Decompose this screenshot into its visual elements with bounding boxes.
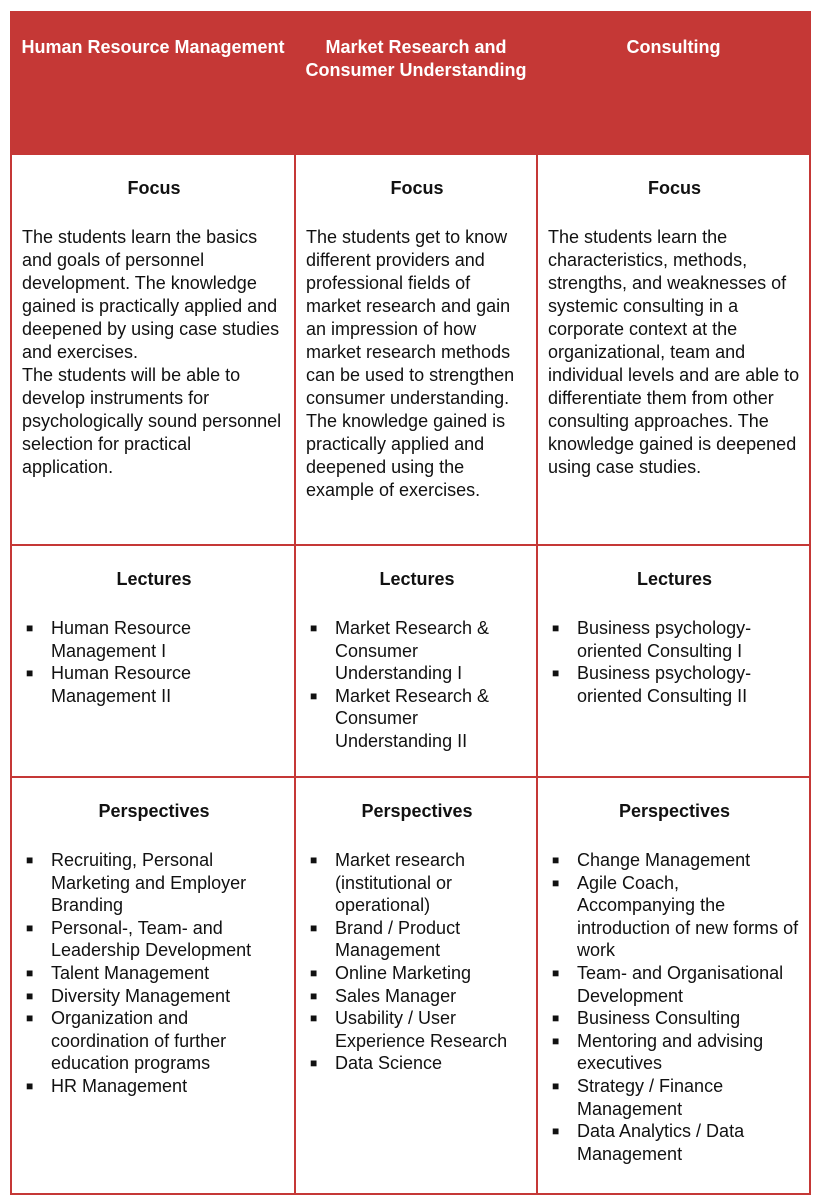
square-bullet-icon: ■ <box>552 1078 560 1093</box>
focus-cell-market-research <box>295 154 537 545</box>
list-item <box>548 872 801 962</box>
perspectives-title: Perspectives <box>361 801 473 821</box>
square-bullet-icon: ■ <box>310 965 318 980</box>
list-item-text: Personal-, Team- and Leadership Development <box>51 917 252 961</box>
column-header-consulting: Consulting <box>537 12 810 154</box>
focus-title: Focus <box>390 178 444 198</box>
focus-cell-consulting <box>537 154 810 545</box>
lectures-title: Lectures <box>116 569 192 589</box>
list-item <box>306 962 528 985</box>
focus-title: Focus <box>127 178 181 198</box>
square-bullet-icon: ■ <box>26 920 34 935</box>
perspectives-title: Perspectives <box>98 801 210 821</box>
perspectives-cell-market-research <box>295 777 537 1194</box>
list-item-text: Data Analytics / Data Management <box>577 1121 745 1164</box>
list-item-text: Human Resource Management I <box>51 618 192 661</box>
lectures-cell-consulting <box>537 545 810 777</box>
list-item-text: Diversity Management <box>51 985 231 1006</box>
focus-text-2: The students will be able to develop instruments for psychologically sound personnel selection for practical application. <box>22 365 282 477</box>
square-bullet-icon: ■ <box>310 988 318 1003</box>
square-bullet-icon: ■ <box>26 621 34 635</box>
list-item <box>548 1007 801 1030</box>
perspectives-list <box>548 849 801 1165</box>
list-item <box>306 1007 528 1052</box>
focus-title: Focus <box>647 178 701 198</box>
lectures-title: Lectures <box>636 569 713 589</box>
list-item-text: Brand / Product Management <box>335 917 461 961</box>
header-row <box>11 12 810 154</box>
focus-text: The students learn the characteristics, methods, strengths, and weaknesses of systemic consulting in a corporate context at the organizational, team and individual levels and are able to differentiate them from other consulting approaches. The knowledge gained is deepened using case studies. <box>548 227 800 477</box>
focus-row <box>11 154 810 545</box>
column-header-market-research: Market Research and Consumer Understanding <box>295 12 537 154</box>
list-item-text: Human Resource Management II <box>51 663 192 706</box>
column-header-hrm: Human Resource Management <box>11 12 295 154</box>
perspectives-list <box>306 849 528 1075</box>
list-item-text: Business psychology-oriented Consulting II <box>577 663 752 706</box>
list-item <box>306 985 528 1008</box>
list-item <box>306 617 528 685</box>
square-bullet-icon: ■ <box>552 666 560 681</box>
list-item-text: Usability / User Experience Research <box>335 1008 508 1051</box>
square-bullet-icon: ■ <box>26 853 34 867</box>
square-bullet-icon: ■ <box>310 688 318 703</box>
focus-cell-hrm <box>11 154 295 545</box>
list-item-text: Sales Manager <box>335 985 457 1006</box>
list-item <box>306 1052 528 1075</box>
lectures-list <box>548 617 801 707</box>
list-item-text: Change Management <box>577 850 751 870</box>
perspectives-cell-hrm <box>11 777 295 1194</box>
list-item-text: Data Science <box>335 1053 443 1074</box>
square-bullet-icon: ■ <box>552 965 560 980</box>
square-bullet-icon: ■ <box>310 1011 318 1026</box>
list-item <box>548 962 801 1007</box>
list-item <box>548 849 801 872</box>
perspectives-list <box>22 849 286 1098</box>
list-item-text: Talent Management <box>51 962 210 983</box>
list-item <box>306 917 528 962</box>
square-bullet-icon: ■ <box>26 1078 34 1093</box>
lectures-cell-hrm <box>11 545 295 777</box>
list-item <box>548 662 801 707</box>
square-bullet-icon: ■ <box>552 875 560 890</box>
list-item-text: Recruiting, Personal Marketing and Employer Branding <box>51 850 247 916</box>
list-item <box>22 985 286 1008</box>
list-item-text: Strategy / Finance Management <box>577 1075 724 1119</box>
square-bullet-icon: ■ <box>552 621 560 635</box>
list-item <box>22 662 286 707</box>
program-comparison-table <box>10 11 811 1195</box>
lectures-cell-market-research <box>295 545 537 777</box>
list-item-text: Business psychology-oriented Consulting I <box>577 618 752 661</box>
square-bullet-icon: ■ <box>26 666 34 681</box>
list-item-text: Mentoring and advising executives <box>577 1030 764 1074</box>
square-bullet-icon: ■ <box>552 1011 560 1026</box>
list-item <box>22 849 286 917</box>
focus-text: The students learn the basics and goals of personnel development. The knowledge gained is practically applied and deepened by using case studies and exercises. <box>22 227 280 362</box>
square-bullet-icon: ■ <box>552 1124 560 1139</box>
square-bullet-icon: ■ <box>310 853 318 867</box>
square-bullet-icon: ■ <box>26 965 34 980</box>
list-item <box>548 1030 801 1075</box>
lectures-list <box>22 617 286 707</box>
list-item <box>548 617 801 662</box>
list-item <box>306 849 528 917</box>
list-item-text: Online Marketing <box>335 962 472 983</box>
list-item-text: Market Research & Consumer Understanding II <box>335 685 490 751</box>
list-item <box>22 617 286 662</box>
lectures-row <box>11 545 810 777</box>
square-bullet-icon: ■ <box>310 920 318 935</box>
list-item <box>306 685 528 753</box>
list-item <box>22 1075 286 1098</box>
square-bullet-icon: ■ <box>310 621 318 635</box>
list-item-text: Agile Coach, Accompanying the introduction of new forms of work <box>577 872 799 961</box>
list-item <box>548 1120 801 1165</box>
square-bullet-icon: ■ <box>26 988 34 1003</box>
focus-text: The students get to know different providers and professional fields of market research and gain an impression of how market research methods can be used to strengthen consumer understanding. The knowledge gained is practically applied and deepened using the example of exercises. <box>306 227 515 500</box>
list-item-text: Market research (institutional or operational) <box>335 850 466 916</box>
list-item-text: Organization and coordination of further education programs <box>51 1008 227 1074</box>
square-bullet-icon: ■ <box>310 1056 318 1071</box>
list-item-text: Business Consulting <box>577 1008 741 1029</box>
perspectives-cell-consulting <box>537 777 810 1194</box>
lectures-list <box>306 617 528 753</box>
list-item <box>22 917 286 962</box>
square-bullet-icon: ■ <box>552 853 560 867</box>
perspectives-title: Perspectives <box>618 801 731 821</box>
list-item-text: HR Management <box>51 1075 188 1096</box>
list-item <box>22 1007 286 1075</box>
square-bullet-icon: ■ <box>552 1033 560 1048</box>
list-item <box>22 962 286 985</box>
list-item-text: Team- and Organisational Development <box>577 962 784 1006</box>
perspectives-row <box>11 777 810 1194</box>
lectures-title: Lectures <box>379 569 455 589</box>
square-bullet-icon: ■ <box>26 1011 34 1026</box>
list-item <box>548 1075 801 1120</box>
list-item-text: Market Research & Consumer Understanding I <box>335 618 490 684</box>
